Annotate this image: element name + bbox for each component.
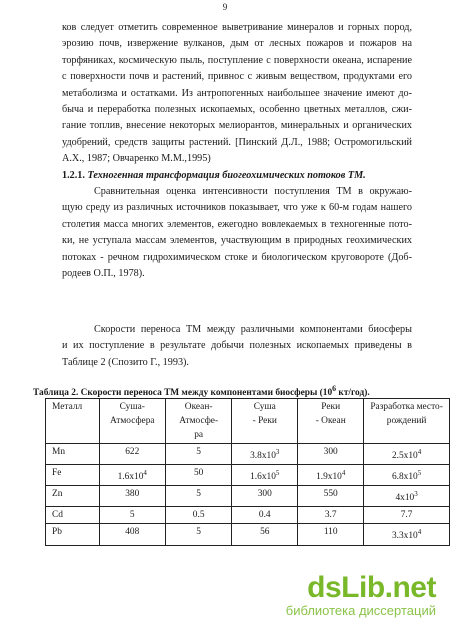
dslib-subtitle: библиотека диссертаций xyxy=(285,603,436,618)
section-number: 1.2.1. xyxy=(62,170,85,181)
value-exponent: 5 xyxy=(417,469,422,478)
value-text: 300 xyxy=(257,489,272,500)
header-text: Реки xyxy=(321,402,341,412)
value-cell xyxy=(232,486,298,507)
value-cell xyxy=(232,524,298,545)
value-exponent: 4 xyxy=(417,448,422,456)
value-exponent: 4 xyxy=(143,469,147,478)
value-cell xyxy=(298,465,364,486)
value-text: 550 xyxy=(323,489,338,500)
header-text: Суша xyxy=(253,402,276,412)
text-line: и их поступление в результате добычи полезных ископаемых приведены в xyxy=(62,340,412,352)
table-row xyxy=(46,465,450,486)
value-cell xyxy=(364,507,450,524)
value-cell xyxy=(232,444,298,465)
text-line: потоках - речном гидрохимическом стоке и биологическом круговороте (Доб- xyxy=(62,251,412,263)
value-exponent: 4 xyxy=(341,469,346,478)
value-cell xyxy=(166,524,232,545)
header-text: ра xyxy=(194,430,204,440)
value-text: 622 xyxy=(125,447,140,457)
value-cell xyxy=(298,486,364,507)
value-text: 5 xyxy=(196,489,201,500)
text-line: столетия масса многих элементов, ежегодно вовлекаемых в техногенные пото- xyxy=(62,218,412,230)
text-line: Таблице 2 (Спозито Г., 1993). xyxy=(62,356,189,368)
header-text: Суша- xyxy=(119,402,145,412)
header-text: Металл xyxy=(52,402,83,412)
value-text: 5 xyxy=(196,447,201,457)
text-line: родеев О.П., 1978). xyxy=(62,267,145,279)
table-header-cell xyxy=(298,399,364,444)
metal-cell: Mn xyxy=(46,444,100,465)
value-cell xyxy=(364,444,450,465)
header-text: Разработка место- xyxy=(370,402,443,412)
value-text: 6.8x10 xyxy=(391,472,418,483)
value-cell xyxy=(364,465,450,486)
value-exponent: 5 xyxy=(275,469,280,478)
value-cell xyxy=(166,486,232,507)
section-heading xyxy=(62,168,412,184)
value-text: 7.7 xyxy=(400,510,413,521)
header-text: - Реки xyxy=(252,416,277,426)
value-text: 110 xyxy=(323,527,338,538)
value-cell xyxy=(99,486,165,507)
text-line: торфяниках, космическую пыль, поступление с поверхности океана, испарение xyxy=(62,54,412,66)
table-caption xyxy=(33,384,423,398)
table-body xyxy=(46,399,450,546)
value-text: 56 xyxy=(260,527,270,538)
metal-cell: Zn xyxy=(46,486,100,507)
value-exponent: 3 xyxy=(414,490,418,499)
text-line: быча и переработка полезных ископаемых, особенно цветных металлов, сжи- xyxy=(62,103,412,115)
table-header-cell xyxy=(99,399,165,444)
page-number: 9 xyxy=(222,2,228,12)
table-row xyxy=(46,444,450,465)
header-text: - Океан xyxy=(315,416,346,426)
value-text: 2.5x10 xyxy=(391,451,418,462)
value-cell xyxy=(298,524,364,545)
value-text: 5 xyxy=(196,527,201,538)
table-header-cell xyxy=(364,399,450,444)
transfer-rates-table xyxy=(45,398,450,546)
value-cell xyxy=(166,465,232,486)
value-cell xyxy=(166,507,232,524)
value-cell xyxy=(99,444,165,465)
text-line: эрозию почв, извержение вулканов, дым от лесных пожаров и пожаров на xyxy=(62,38,412,50)
value-cell xyxy=(298,444,364,465)
value-text: 3.3x10 xyxy=(391,531,418,542)
table-header-row xyxy=(46,399,450,444)
value-cell xyxy=(298,507,364,524)
value-exponent: 4 xyxy=(417,528,422,537)
text-line: А.Х., 1987; Овчаренко М.М.,1995) xyxy=(62,153,211,165)
value-text: 3.7 xyxy=(324,510,337,521)
value-text: 300 xyxy=(323,447,338,457)
value-cell xyxy=(166,444,232,465)
paragraph-1 xyxy=(62,20,412,168)
dslib-logo: dsLib.net xyxy=(307,571,436,604)
table-header-cell xyxy=(166,399,232,444)
value-text: 0.4 xyxy=(258,510,271,521)
value-cell xyxy=(232,465,298,486)
table-header-cell xyxy=(232,399,298,444)
metal-cell: Cd xyxy=(46,507,100,524)
value-cell xyxy=(364,524,450,545)
value-text: 50 xyxy=(193,468,204,479)
value-cell xyxy=(99,465,165,486)
value-exponent: 3 xyxy=(275,448,280,456)
text-line: Скорости переноса ТМ между различными компонентами биосферы xyxy=(94,324,412,335)
value-text: 1.9x10 xyxy=(316,472,342,483)
value-cell xyxy=(99,524,165,545)
table-row xyxy=(46,486,450,507)
table-header-cell xyxy=(46,399,100,444)
watermark xyxy=(286,573,436,619)
value-text: 5 xyxy=(129,510,135,521)
value-text: 4x10 xyxy=(395,493,415,504)
text-line: метаболизма и остатками. Из антропогенных наибольшее значение имеют до- xyxy=(62,87,412,99)
table-row xyxy=(46,507,450,524)
header-text: Атмосфе- xyxy=(179,416,219,426)
paragraph-3 xyxy=(62,322,412,371)
section-title: Техногенная трансформация биогеохимических потоков ТМ. xyxy=(87,170,366,181)
paragraph-2 xyxy=(62,184,412,282)
value-text: 1.6x10 xyxy=(117,472,144,483)
text-line: ков следует отметить современное выветривание минералов и горных пород, xyxy=(62,22,412,33)
value-text: 0.5 xyxy=(192,510,205,521)
value-text: 380 xyxy=(125,489,140,500)
caption-text: Таблица 2. Скорости переноса ТМ между компонентами биосферы (10 xyxy=(33,388,333,399)
header-text: Океан- xyxy=(184,402,213,412)
table-row xyxy=(46,524,450,545)
value-cell xyxy=(364,486,450,507)
value-text: 3.8x10 xyxy=(250,451,276,462)
text-line: Сравнительная оценка интенсивности поступления ТМ в окружаю- xyxy=(94,186,412,197)
value-cell xyxy=(232,507,298,524)
value-text: 1.6x10 xyxy=(250,472,276,483)
caption-exponent: 6 xyxy=(332,384,337,393)
value-cell xyxy=(99,507,165,524)
text-line: гание топлив, внесение некоторых мелиорантов, минеральных и органических xyxy=(62,120,412,132)
metal-cell: Fe xyxy=(46,465,100,486)
caption-unit: кт/год). xyxy=(336,388,370,399)
metal-cell: Pb xyxy=(46,524,100,545)
text-line: удобрений, средств защиты растений. [Пинский Д.Л., 1988; Остромогильский xyxy=(62,136,412,148)
header-text: рождений xyxy=(386,416,427,426)
value-text: 408 xyxy=(125,527,140,538)
text-line: ки, не уступала массам элементов, участвующим в природных геохимических xyxy=(62,235,412,247)
text-line: щую среду из различных источников показывает, что уже к 60-м годам нашего xyxy=(62,202,412,214)
header-text: Атмосфера xyxy=(109,416,155,426)
text-line: с поверхности почв и растений, привнос с живым веществом, продуктами его xyxy=(62,71,412,83)
